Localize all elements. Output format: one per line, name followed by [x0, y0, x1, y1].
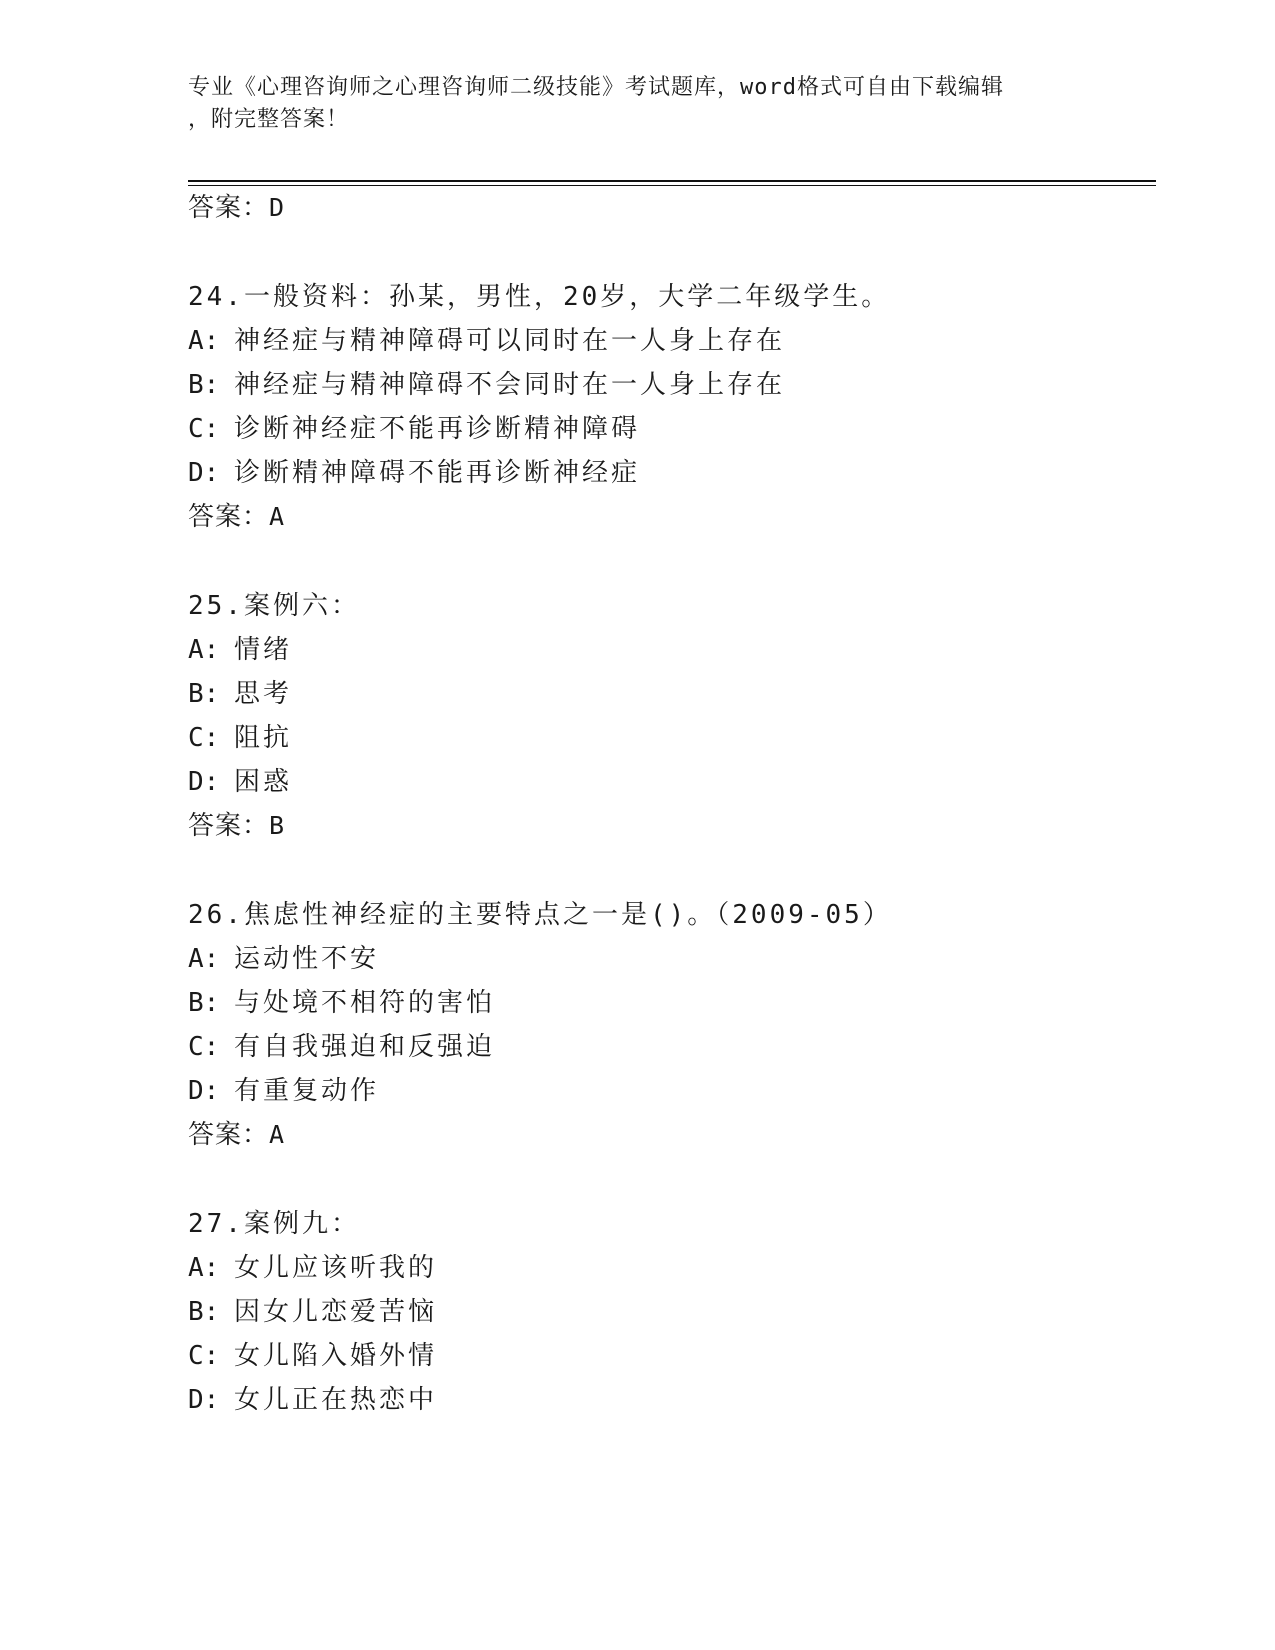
- option-text: 女儿应该听我的: [234, 1253, 438, 1283]
- option-text: 诊断精神障碍不能再诊断神经症: [234, 458, 641, 488]
- option-b: [188, 987, 495, 1019]
- option-b: [188, 678, 292, 710]
- option-key: D:: [188, 1076, 220, 1106]
- option-text: 神经症与精神障碍不会同时在一人身上存在: [234, 370, 786, 400]
- question-stem: 26.焦虑性神经症的主要特点之一是()。（2009-05）: [188, 900, 892, 930]
- option-key: B:: [188, 679, 220, 709]
- option-key: C:: [188, 1341, 220, 1371]
- option-d: [188, 457, 640, 489]
- header-divider-thin: [188, 185, 1156, 186]
- option-text: 情绪: [234, 635, 293, 665]
- option-d: [188, 1384, 437, 1416]
- option-key: D:: [188, 767, 220, 797]
- option-c: [188, 722, 292, 754]
- option-key: C:: [188, 1032, 220, 1062]
- option-text: 阻抗: [234, 723, 293, 753]
- answer-value: B: [269, 811, 286, 840]
- option-key: B:: [188, 370, 220, 400]
- option-d: [188, 766, 292, 798]
- answer-value: A: [269, 1120, 286, 1149]
- option-c: [188, 1031, 495, 1063]
- question-stem: 25.案例六：: [188, 591, 360, 621]
- option-text: 诊断神经症不能再诊断精神障碍: [234, 414, 641, 444]
- option-a: [188, 325, 785, 357]
- header-title-continuation: ，附完整答案！: [188, 107, 350, 132]
- option-key: A:: [188, 1253, 220, 1283]
- option-b: [188, 1296, 437, 1328]
- answer-line: [188, 501, 285, 533]
- question-stem: 27.案例九：: [188, 1209, 360, 1239]
- option-text: 有自我强迫和反强迫: [234, 1032, 496, 1062]
- option-key: B:: [188, 988, 220, 1018]
- option-a: [188, 1252, 437, 1284]
- answer-label: 答案：: [188, 502, 270, 532]
- answer-line: [188, 810, 285, 842]
- answer-value: D: [269, 193, 286, 222]
- option-text: 运动性不安: [234, 944, 380, 974]
- option-a: [188, 634, 292, 666]
- option-a: [188, 943, 379, 975]
- answer-line: [188, 1119, 285, 1151]
- option-key: A:: [188, 326, 220, 356]
- option-b: [188, 369, 785, 401]
- answer-value: A: [269, 502, 286, 531]
- option-text: 女儿正在热恋中: [234, 1385, 438, 1415]
- option-key: C:: [188, 723, 220, 753]
- header-divider-thick: [188, 180, 1156, 182]
- document-header: [188, 72, 1088, 136]
- option-text: 困惑: [234, 767, 293, 797]
- option-text: 神经症与精神障碍可以同时在一人身上存在: [234, 326, 786, 356]
- answer-line: [188, 192, 285, 224]
- option-text: 因女儿恋爱苦恼: [234, 1297, 438, 1327]
- option-text: 女儿陷入婚外情: [234, 1341, 438, 1371]
- option-text: 有重复动作: [234, 1076, 380, 1106]
- question-stem: 24.一般资料：孙某，男性，20岁，大学二年级学生。: [188, 282, 891, 312]
- answer-label: 答案：: [188, 1120, 270, 1150]
- answer-label: 答案：: [188, 811, 270, 841]
- option-text: 思考: [234, 679, 293, 709]
- option-key: A:: [188, 635, 220, 665]
- option-key: B:: [188, 1297, 220, 1327]
- option-key: D:: [188, 1385, 220, 1415]
- option-key: A:: [188, 944, 220, 974]
- option-text: 与处境不相符的害怕: [234, 988, 496, 1018]
- option-key: D:: [188, 458, 220, 488]
- answer-label: 答案：: [188, 193, 270, 223]
- option-c: [188, 1340, 437, 1372]
- option-key: C:: [188, 414, 220, 444]
- option-d: [188, 1075, 379, 1107]
- header-title-line: 专业《心理咨询师之心理咨询师二级技能》考试题库，word格式可自由下载编辑: [188, 75, 1004, 100]
- option-c: [188, 413, 640, 445]
